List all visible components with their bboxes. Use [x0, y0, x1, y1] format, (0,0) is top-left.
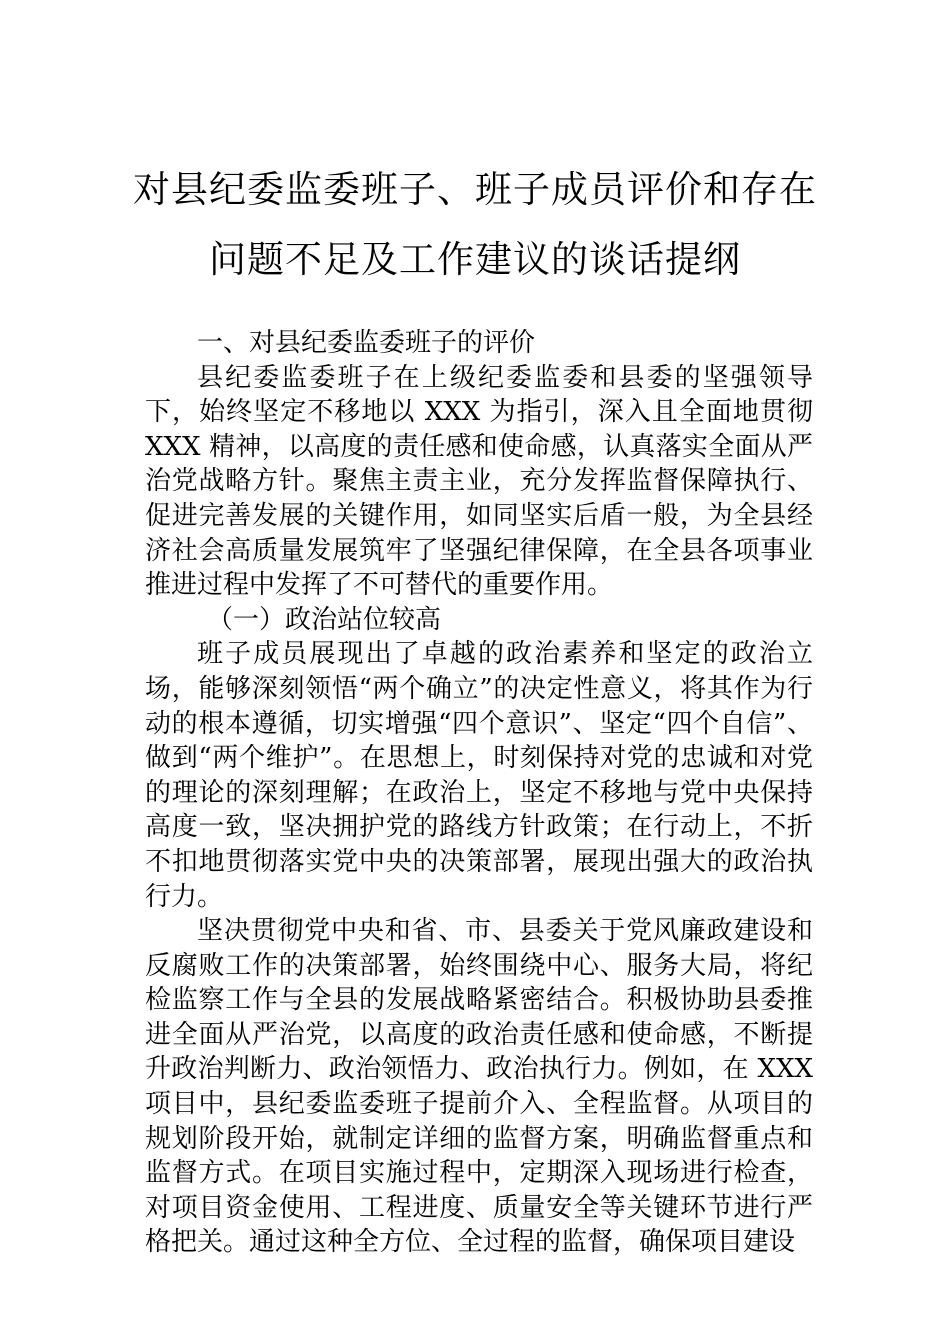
section-1-heading: 一、对县纪委监委班子的评价 — [197, 328, 536, 358]
section-1-paragraph: 县纪委监委班子在上级纪委监委和县委的坚强领导下，始终坚定不移地以 XXX 为指引，深入且全面地贯彻 XXX 精神，以高度的责任感和使命感，认真落实全面从严治党战略方针。聚焦主责主业，充分发挥监督保障执行、促进完善发展的关键作用，如同坚实后盾一般，为全县经济社会高质量发展筑牢了坚强纪律保障，在全县各项事业推进过程中发挥了不可替代的重要作用。 — [145, 362, 813, 601]
document-title-line-2: 问题不足及工作建议的谈话提纲 — [209, 238, 741, 281]
subsection-1-paragraph-1: 班子成员展现出了卓越的政治素养和坚定的政治立场，能够深刻领悟“两个确立”的决定性意义，将其作为行动的根本遵循，切实增强“四个意识”、坚定“四个自信”、做到“两个维护”。在思想上，时刻保持对党的忠诚和对党的理论的深刻理解；在政治上，坚定不移地与党中央保持高度一致，坚决拥护党的路线方针政策；在行动上，不折不扣地贯彻落实党中央的决策部署，展现出强大的政治执行力。 — [145, 639, 813, 912]
document-body — [145, 326, 813, 1260]
subsection-1-paragraph-2: 坚决贯彻党中央和省、市、县委关于党风廉政建设和反腐败工作的决策部署，始终围绕中心、服务大局，将纪检监察工作与全县的发展战略紧密结合。积极协助县委推进全面从严治党，以高度的政治责任感和使命感，不断提升政治判断力、政治领悟力、政治执行力。例如，在 XXX 项目中，县纪委监委班子提前介入、全程监督。从项目的规划阶段开始，就制定详细的监督方案，明确监督重点和监督方式。在项目实施过程中，定期深入现场进行检查，对项目资金使用、工程进度、质量安全等关键环节进行严格把关。通过这种全方位、全过程的监督，确保项目建设 — [145, 916, 813, 1258]
document-title-line-1: 对县纪委监委班子、班子成员评价和存在 — [133, 168, 817, 211]
subsection-1-heading: （一）政治站位较高 — [207, 604, 442, 635]
